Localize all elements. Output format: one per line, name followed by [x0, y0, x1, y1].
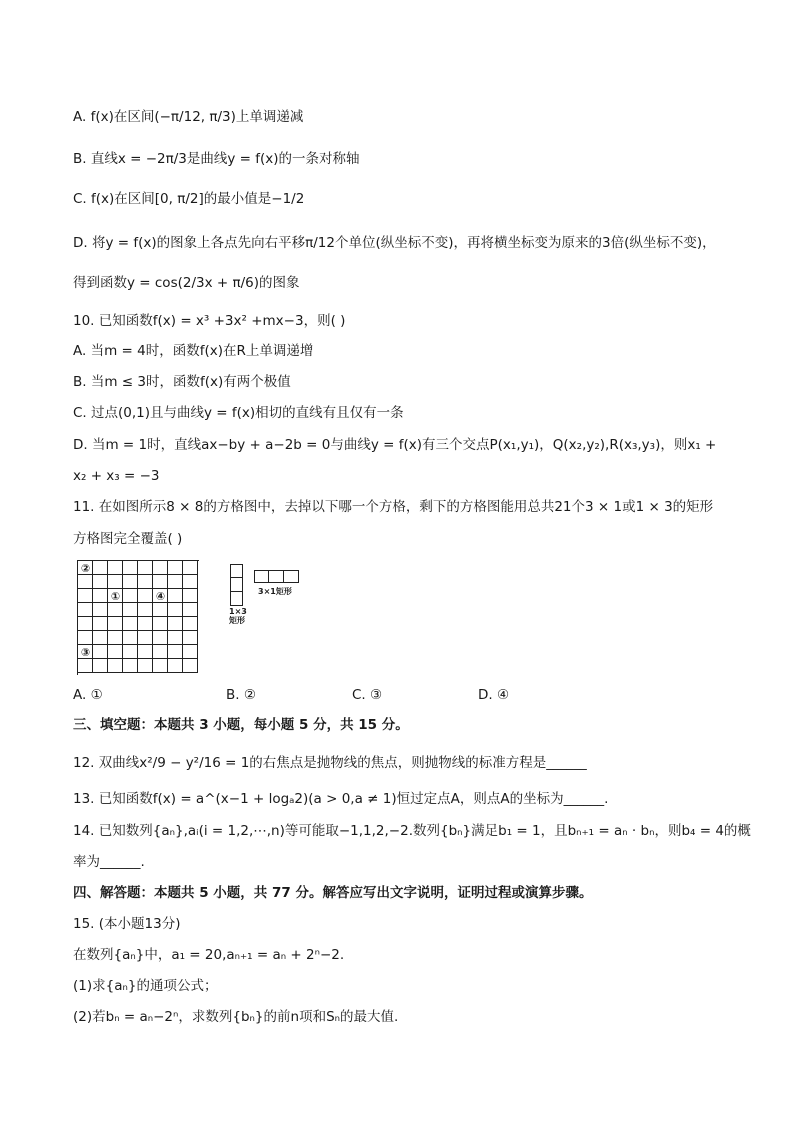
q11-option[interactable]: [73, 686, 103, 704]
grid-cell: [138, 631, 153, 645]
grid-cell: [138, 589, 153, 603]
grid-cell: [78, 589, 93, 603]
grid-cell: [93, 659, 108, 673]
text-line-q10b: B. 当m ≤ 3时，函数f(x)有两个极值: [73, 374, 291, 390]
grid-cell: [153, 617, 168, 631]
grid-cell: [153, 575, 168, 589]
grid-cell: [138, 575, 153, 589]
text-line-q15c: (2)若bₙ = aₙ−2ⁿ，求数列{bₙ}的前n项和Sₙ的最大值.: [73, 1009, 399, 1025]
grid-cell: [123, 645, 138, 659]
grid-cell: [123, 617, 138, 631]
text-line-sec3: 三、填空题：本题共 3 小题，每小题 5 分，共 15 分。: [73, 717, 409, 733]
q11-option[interactable]: [478, 686, 509, 704]
text-line-q9d2: 得到函数y = cos(2/3x + π/6)的图象: [73, 275, 300, 291]
grid-cell: [138, 561, 153, 575]
q11-option[interactable]: [226, 686, 256, 704]
text-line-sec4: 四、解答题：本题共 5 小题，共 77 分。解答应写出文字说明，证明过程或演算步骤。: [73, 885, 593, 901]
grid-cell: [123, 561, 138, 575]
grid-cell: [183, 645, 198, 659]
grid-cell: [93, 617, 108, 631]
grid-cell: [168, 659, 183, 673]
grid-cell: [168, 617, 183, 631]
grid-cell: [108, 561, 123, 575]
grid-cell: [168, 603, 183, 617]
grid-cell: [153, 645, 168, 659]
grid-cell: [78, 617, 93, 631]
option-label: D.: [478, 687, 497, 703]
grid-cell: [108, 659, 123, 673]
text-line-q14a: 14. 已知数列{aₙ},aᵢ(i = 1,2,⋯,n)等可能取−1,1,2,−2.数列{bₙ}满足b₁ = 1，且bₙ₊₁ = aₙ · bₙ，则b₄ = 4的概: [73, 823, 751, 839]
grid-cell: [123, 659, 138, 673]
text-line-q15a: 在数列{aₙ}中，a₁ = 20,aₙ₊₁ = aₙ + 2ⁿ−2.: [73, 947, 345, 963]
grid-cell: [93, 575, 108, 589]
grid-cell: [183, 575, 198, 589]
text-line-q10d1: D. 当m = 1时，直线ax−by + a−2b = 0与曲线y = f(x)有三个交点P(x₁,y₁)，Q(x₂,y₂),R(x₃,y₃)，则x₁ +: [73, 437, 717, 453]
grid-mark: ②: [80, 562, 91, 575]
option-mark: ④: [496, 687, 510, 703]
q11-option[interactable]: [352, 686, 382, 704]
text-line-q10a: A. 当m = 4时，函数f(x)在R上单调递增: [73, 343, 314, 359]
text-line-q9d1: D. 将y = f(x)的图象上各点先向右平移π/12个单位(纵坐标不变)，再将横坐标变为原来的3倍(纵坐标不变)，: [73, 235, 716, 251]
rect-1x3-label: 1×3 矩形: [229, 607, 247, 625]
text-line-q11b: 方格图完全覆盖( ): [73, 531, 183, 547]
text-line-q9a: A. f(x)在区间(−π/12, π/3)上单调递减: [73, 109, 304, 125]
grid-cell: [78, 603, 93, 617]
grid-cell: [93, 561, 108, 575]
grid-cell: [168, 561, 183, 575]
text-line-q15b: (1)求{aₙ}的通项公式；: [73, 978, 218, 994]
text-line-q11a: 11. 在如图所示8 × 8的方格图中，去掉以下哪一个方格，剩下的方格图能用总共21个3 × 1或1 × 3的矩形: [73, 499, 714, 515]
rect-1x3-figure: [230, 564, 243, 606]
text-line-q12: 12. 双曲线x²/9 − y²/16 = 1的右焦点是抛物线的焦点，则抛物线的标准方程是______: [73, 755, 587, 771]
text-line-q10: 10. 已知函数f(x) = x³ +3x² +mx−3，则( ): [73, 313, 346, 329]
grid-cell: [168, 575, 183, 589]
grid-cell: [168, 645, 183, 659]
grid-cell: [138, 645, 153, 659]
grid-mark: ③: [80, 646, 91, 659]
grid-cell: [108, 645, 123, 659]
grid-cell: [153, 659, 168, 673]
grid-cell: [123, 589, 138, 603]
grid-cell: [78, 575, 93, 589]
grid-cell: [108, 617, 123, 631]
grid-cell: [153, 631, 168, 645]
text-line-q13: 13. 已知函数f(x) = a^(x−1 + logₐ2)(a > 0,a ≠ 1)恒过定点A，则点A的坐标为______.: [73, 791, 609, 807]
grid-cell: [78, 659, 93, 673]
grid-cell: [93, 631, 108, 645]
grid-cell: [138, 617, 153, 631]
option-label: C.: [352, 687, 371, 703]
grid-cell: [123, 631, 138, 645]
grid-8x8-figure: [77, 560, 199, 675]
grid-cell: [138, 603, 153, 617]
grid-cell: [123, 603, 138, 617]
text-line-q10c: C. 过点(0,1)且与曲线y = f(x)相切的直线有且仅有一条: [73, 405, 404, 421]
text-line-q9c: C. f(x)在区间[0, π/2]的最小值是−1/2: [73, 191, 305, 207]
grid-cell: [123, 575, 138, 589]
grid-cell: [93, 645, 108, 659]
grid-cell: [183, 659, 198, 673]
grid-cell: [138, 659, 153, 673]
grid-cell: [93, 589, 108, 603]
text-line-q10d2: x₂ + x₃ = −3: [73, 468, 160, 484]
grid-cell: [153, 561, 168, 575]
grid-mark: ④: [155, 590, 166, 603]
grid-cell: [93, 603, 108, 617]
rect-3x1-figure: [254, 570, 299, 583]
grid-cell: [168, 589, 183, 603]
option-label: B.: [226, 687, 244, 703]
grid-cell: [153, 603, 168, 617]
grid-cell: [168, 631, 183, 645]
grid-cell: [183, 589, 198, 603]
grid-cell: [183, 603, 198, 617]
grid-cell: [183, 631, 198, 645]
option-mark: ③: [370, 687, 383, 703]
grid-cell: [183, 561, 198, 575]
grid-cell: [108, 631, 123, 645]
option-label: A.: [73, 687, 91, 703]
option-mark: ①: [90, 687, 103, 703]
grid-cell: [78, 631, 93, 645]
option-mark: ②: [243, 687, 256, 703]
text-line-q14b: 率为______.: [73, 854, 145, 870]
grid-mark: ①: [110, 590, 121, 603]
text-line-q9b: B. 直线x = −2π/3是曲线y = f(x)的一条对称轴: [73, 151, 360, 167]
grid-cell: [108, 575, 123, 589]
text-line-q15: 15. (本小题13分): [73, 916, 181, 932]
rect-3x1-label: 3×1矩形: [258, 587, 292, 596]
grid-cell: [108, 603, 123, 617]
grid-cell: [183, 617, 198, 631]
